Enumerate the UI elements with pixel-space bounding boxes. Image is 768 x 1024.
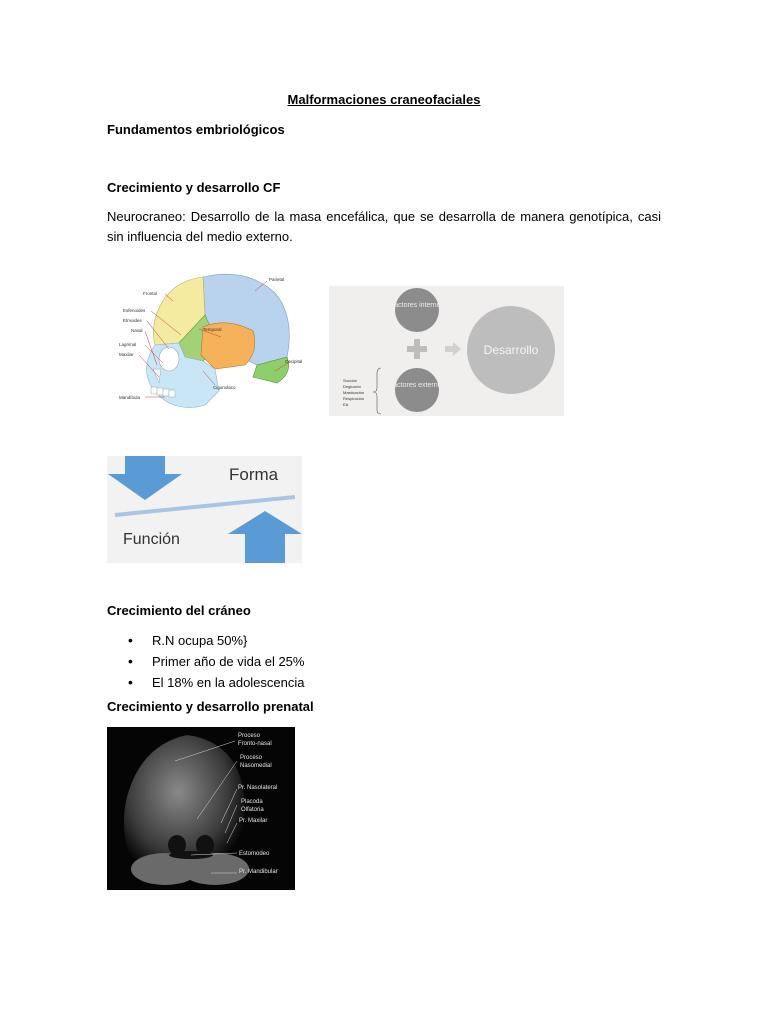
embryo-label-fronto-nasal-1: Proceso (238, 733, 261, 739)
forma-label: Forma (229, 465, 279, 484)
skull-figure (107, 265, 312, 425)
skull-label-nasal: Nasal (131, 328, 143, 333)
embryo-label-placoda-1: Placoda (241, 799, 263, 805)
skull-label-lagrimal: Lagrimal (119, 342, 137, 347)
desarrollo-label: Desarrollo (483, 343, 539, 357)
skull-label-parietal: Parietal (269, 277, 285, 282)
skull-label-temporal: Temporal (203, 327, 222, 332)
skull-label-cigomatico: Cigomático (213, 385, 236, 390)
section-heading-fundamentos: Fundamentos embriológicos (107, 122, 285, 137)
external-item-0: Succión (343, 378, 358, 383)
list-item: • El 18% en la adolescencia (128, 672, 305, 693)
external-item-3: Respiración (343, 396, 365, 401)
factores-internos-label: Factores internos (389, 302, 445, 309)
embryo-label-nasomedial-2: Nasomedial (240, 763, 272, 769)
skull-label-mandibula: Mandíbula (119, 395, 141, 400)
section-heading-prenatal: Crecimiento y desarrollo prenatal (107, 699, 314, 714)
external-item-4: EA (343, 402, 349, 407)
funcion-label: Función (123, 531, 180, 548)
embryo-label-estomodeo: Estomodeo (239, 851, 270, 857)
embryo-figure (107, 727, 295, 890)
bullet-list (128, 630, 305, 693)
development-diagram (329, 286, 564, 416)
section-heading-craneo: Crecimiento del cráneo (107, 603, 251, 618)
paragraph-neurocraneo: Neurocraneo: Desarrollo de la masa encefálica, que se desarrolla de manera genotípica, casi sin influencia del medio externo. (107, 209, 661, 244)
external-item-2: Masticación (343, 390, 365, 395)
embryo-label-fronto-nasal-2: Fronto-nasal (238, 741, 272, 747)
skull-label-frontal: Frontal (143, 291, 158, 296)
external-item-1: Deglución (343, 384, 361, 389)
embryo-label-placoda-2: Olfatoria (241, 807, 264, 813)
embryo-label-maxilar: Pr. Maxilar (239, 818, 268, 824)
embryo-label-mandibular: Pr. Mandibular (239, 869, 278, 875)
plus-icon-v (414, 339, 420, 359)
document-title: Malformaciones craneofaciales (287, 92, 481, 107)
section-heading-crecimiento-cf: Crecimiento y desarrollo CF (107, 180, 281, 195)
factores-externos-circle (395, 368, 439, 412)
skull-label-esfenoides: Esfenoides (123, 308, 146, 313)
list-item: • Primer año de vida el 25% (128, 651, 305, 672)
embryo-label-nasolateral: Pr. Nasolateral (238, 785, 278, 791)
list-item: • R.N ocupa 50%} (128, 630, 305, 651)
forma-funcion-diagram (107, 456, 302, 563)
factores-externos-label: Factores externos (388, 382, 446, 389)
skull-label-etmoides: Etmoides (123, 318, 142, 323)
embryo-label-nasomedial-1: Proceso (240, 755, 263, 761)
factores-internos-circle (395, 288, 439, 332)
skull-label-occipital: Occipital (285, 359, 303, 364)
skull-label-maxilar: Maxilar (119, 352, 134, 357)
